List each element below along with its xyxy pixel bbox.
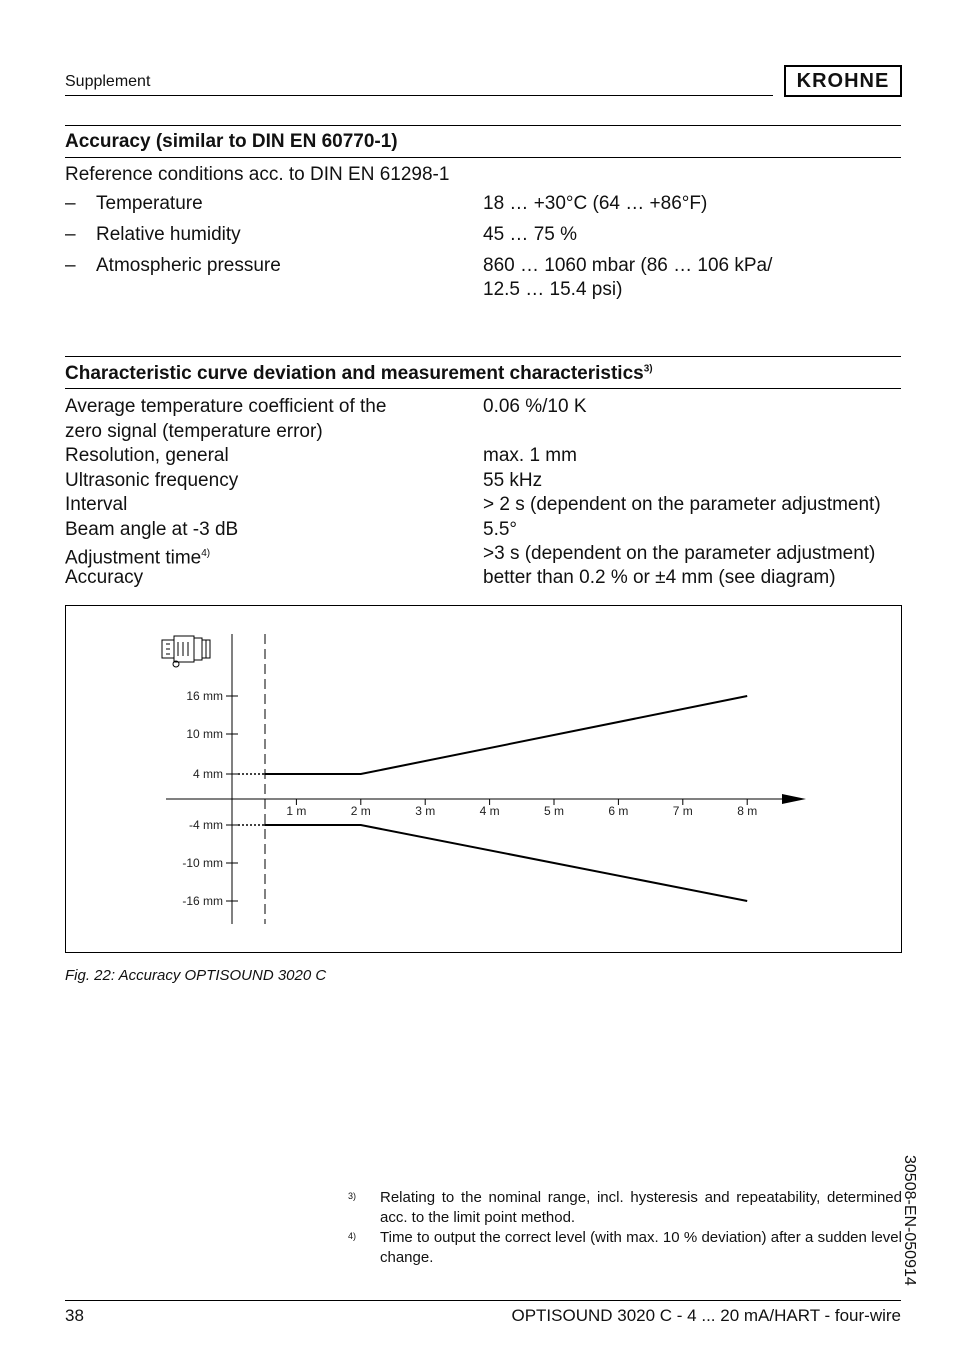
footnote-number: 3) xyxy=(348,1191,357,1201)
spec-value: max. 1 mm xyxy=(483,445,577,466)
footnote-number: 4) xyxy=(348,1231,357,1241)
footer-rule xyxy=(65,1300,901,1301)
characteristics-title: Characteristic curve deviation and measurement characteristics$^{3)}$ xyxy=(65,363,653,384)
condition-value-cont: 12.5 … 15.4 psi) xyxy=(483,279,623,300)
upper-accuracy-line xyxy=(264,696,747,774)
x-axis-arrow xyxy=(782,794,806,804)
x-tick-label: 4 m xyxy=(479,804,500,818)
x-tick-label: 7 m xyxy=(672,804,693,818)
figure-caption: Fig. 22: Accuracy OPTISOUND 3020 C xyxy=(65,967,327,984)
spec-value: > 2 s (dependent on the parameter adjustment) xyxy=(483,494,881,515)
list-dash: – xyxy=(65,224,76,245)
header-rule xyxy=(65,95,773,96)
spec-label: Accuracy xyxy=(65,567,144,588)
condition-label: Atmospheric pressure xyxy=(96,255,281,276)
accuracy-figure xyxy=(65,605,902,953)
y-tick-label: 10 mm xyxy=(186,727,223,741)
spec-label: Ultrasonic frequency xyxy=(65,470,239,491)
accuracy-title: Accuracy (similar to DIN EN 60770-1) xyxy=(65,131,398,152)
section-rule-bottom xyxy=(65,388,901,389)
list-dash: – xyxy=(65,193,76,214)
spec-label: Interval xyxy=(65,494,128,515)
list-dash: – xyxy=(65,255,76,276)
document-id: 30508-EN-050914 xyxy=(901,1155,918,1286)
section-rule-top xyxy=(65,356,901,357)
spec-label: Beam angle at -3 dB xyxy=(65,519,239,540)
condition-value: 45 … 75 % xyxy=(483,224,577,245)
reference-conditions: Reference conditions acc. to DIN EN 61298-1 xyxy=(65,164,450,185)
condition-value: 18 … +30°C (64 … +86°F) xyxy=(483,193,708,214)
section-rule-bottom xyxy=(65,157,901,158)
spec-value: 0.06 %/10 K xyxy=(483,396,587,417)
x-tick-label: 1 m xyxy=(286,804,307,818)
krohne-logo: KROHNE xyxy=(784,65,902,97)
sensor-icon xyxy=(162,636,210,667)
spec-label: zero signal (temperature error) xyxy=(65,421,323,442)
footer-title: OPTISOUND 3020 C - 4 ... 20 mA/HART - four-wire xyxy=(511,1306,901,1325)
x-tick-label: 2 m xyxy=(350,804,371,818)
condition-label: Relative humidity xyxy=(96,224,241,245)
accuracy-chart xyxy=(66,606,901,952)
footnote-text: Relating to the nominal range, incl. hysteresis and repeatability, determined acc. to the limit point method. xyxy=(380,1189,902,1226)
footnote-text: Time to output the correct level (with max. 10 % deviation) after a sudden level change. xyxy=(380,1229,902,1266)
y-tick-label: -16 mm xyxy=(182,894,223,908)
y-tick-label: 4 mm xyxy=(193,767,223,781)
spec-value: better than 0.2 % or ±4 mm (see diagram) xyxy=(483,567,836,588)
spec-label: Average temperature coefficient of the xyxy=(65,396,387,417)
spec-label: Adjustment time$^{4)}$ xyxy=(65,547,211,569)
spec-label: Resolution, general xyxy=(65,445,229,466)
running-header: Supplement xyxy=(65,73,151,90)
section-rule-top xyxy=(65,125,901,126)
x-tick-label: 5 m xyxy=(543,804,565,818)
lower-accuracy-line xyxy=(264,825,747,901)
y-tick-label: -10 mm xyxy=(182,856,223,870)
spec-value: 55 kHz xyxy=(483,470,543,491)
condition-value: 860 … 1060 mbar (86 … 106 kPa/ xyxy=(483,255,773,276)
spec-value: >3 s (dependent on the parameter adjustment) xyxy=(483,543,876,564)
x-tick-label: 3 m xyxy=(415,804,436,818)
condition-label: Temperature xyxy=(96,193,203,214)
spec-value: 5.5° xyxy=(483,519,518,540)
y-tick-label: -4 mm xyxy=(189,818,223,832)
page-number: 38 xyxy=(65,1306,84,1325)
y-tick-label: 16 mm xyxy=(186,689,223,703)
x-tick-label: 6 m xyxy=(608,804,629,818)
x-tick-label: 8 m xyxy=(737,804,758,818)
